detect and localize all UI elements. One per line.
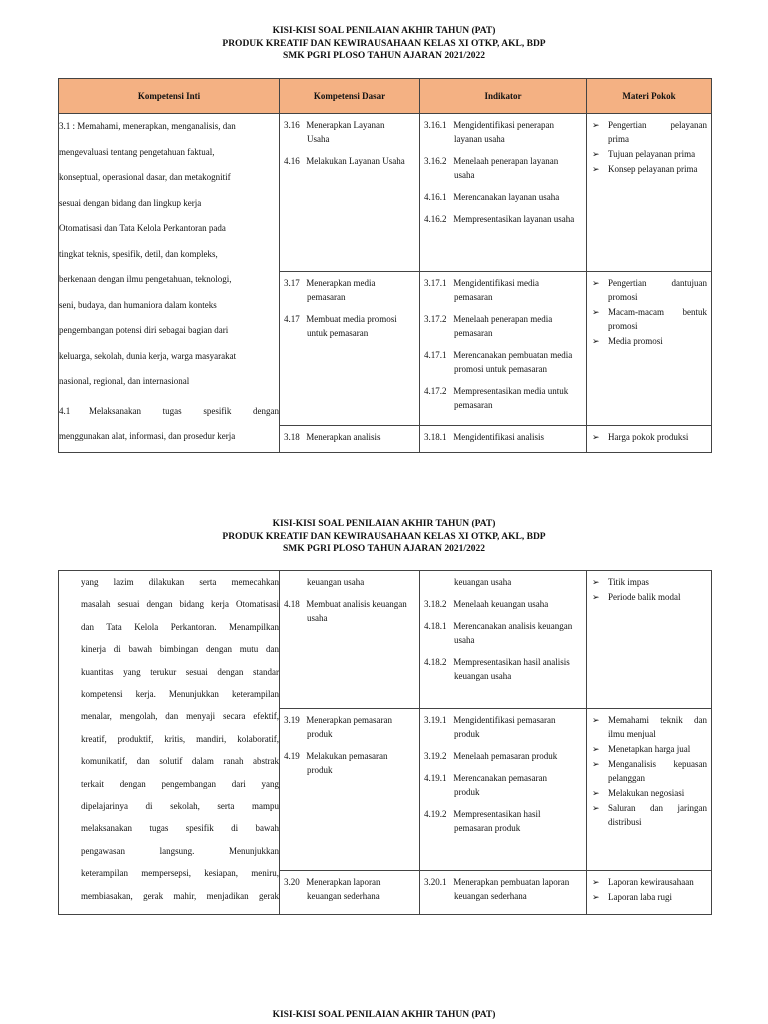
indikator-code: 4.18.2	[424, 657, 447, 667]
kd-code: 4.17	[284, 314, 300, 324]
kd-list	[280, 593, 419, 625]
ki-line: berkenaan dengan ilmu pengetahuan, teknologi,	[59, 274, 232, 284]
kd-continuation: produk	[307, 729, 333, 739]
indikator-text: Mempresentasikan hasil	[453, 809, 541, 819]
kd-line	[284, 312, 415, 326]
indikator-code: 4.17.1	[424, 350, 447, 360]
materi-pokok-list	[587, 426, 711, 444]
indikator-continuation: layanan usaha	[454, 134, 505, 144]
indikator-item	[424, 807, 582, 835]
materi-pokok-item	[591, 713, 707, 741]
indikator-text: Mengidentifikasi media	[453, 278, 539, 288]
ki-number: 4.1	[59, 405, 71, 416]
title-line-2: PRODUK KREATIF DAN KEWIRAUSAHAAN KELAS XI OTKP, AKL, BDP	[222, 38, 546, 49]
title-line-1: KISI-KISI SOAL PENILAIAN AKHIR TAHUN (PAT)	[272, 1010, 496, 1020]
materi-pokok-cell	[587, 871, 712, 915]
kd-line	[284, 597, 415, 611]
kd-continuation: Usaha	[307, 134, 330, 144]
materi-pokok-item	[591, 575, 707, 589]
materi-pokok-item	[591, 305, 707, 333]
indikator-continuation: keuangan usaha	[454, 577, 512, 587]
materi-pokok-item	[591, 786, 707, 800]
ki-line: mengevaluasi tentang pengetahuan faktual,	[59, 146, 215, 157]
indikator-text: Merencanakan layanan usaha	[453, 192, 560, 202]
ki-line: 3.1 : Memahami, menerapkan, menganalisis, dan	[59, 121, 236, 131]
indikator-item	[424, 430, 582, 444]
materi-pokok-item	[591, 801, 707, 829]
indikator-line	[424, 384, 582, 398]
kd-line	[284, 430, 415, 444]
materi-pokok-text: Laporan laba rugi	[608, 892, 672, 902]
indikator-list	[420, 272, 586, 412]
kompetensi-dasar-cell	[280, 571, 420, 709]
indikator-continuation: promosi untuk pemasaran	[454, 364, 547, 374]
arrow-bullet-icon: ➢	[592, 592, 600, 602]
kd-continuation: pemasaran	[307, 292, 346, 302]
indikator-item	[424, 749, 582, 763]
page-title-3	[0, 1009, 768, 1022]
indikator-code: 4.19.2	[424, 809, 447, 819]
ki-4-1	[59, 399, 279, 425]
indikator-item	[424, 771, 582, 799]
ki-line: komunikatif, dan solutif dalam ranah abstrak	[81, 756, 279, 767]
materi-pokok-item	[591, 118, 707, 146]
ki-line: yang lazim dilakukan serta memecahkan	[81, 577, 279, 587]
materi-pokok-text: Menetapkan harga jual	[608, 744, 691, 754]
kd-item	[284, 154, 415, 168]
kompetensi-dasar-cell	[280, 272, 420, 426]
arrow-bullet-icon: ➢	[592, 164, 600, 174]
kd-continuation: keuangan usaha	[307, 577, 365, 587]
indikator-text: Menelaah keuangan usaha	[453, 599, 549, 609]
materi-pokok-list	[587, 871, 711, 904]
ki-line: keterampilan mempersepsi, kesiapan, meniru,	[81, 868, 279, 879]
col-header-indikator: Indikator	[420, 79, 587, 114]
indikator-item	[424, 875, 582, 903]
indikator-line	[424, 619, 582, 633]
indikator-item	[424, 597, 582, 611]
kd-list	[280, 426, 419, 444]
kd-text: Membuat analisis keuangan	[306, 599, 407, 609]
kd-code: 4.19	[284, 751, 300, 761]
ki-line: Melaksanakan tugas spesifik dengan	[89, 405, 279, 416]
indikator-text: Menelaah penerapan media	[453, 314, 553, 324]
kd-item	[284, 276, 415, 304]
indikator-line	[424, 807, 582, 821]
kd-list	[280, 709, 419, 777]
indikator-list	[420, 593, 586, 683]
table-header-row	[59, 79, 712, 114]
indikator-continuation: pemasaran produk	[454, 823, 521, 833]
ki-line: terkait dengan pengembangan dari yang	[81, 778, 279, 789]
arrow-bullet-icon: ➢	[592, 577, 600, 587]
kompetensi-inti-text	[81, 571, 279, 907]
materi-pokok-text: Saluran dan jaringan distribusi	[608, 803, 707, 827]
ki-line: Otomatisasi dan Tata Kelola Perkantoran pada	[59, 223, 226, 233]
indikator-line	[424, 190, 582, 204]
indikator-line	[424, 875, 582, 889]
materi-pokok-list	[587, 114, 711, 176]
kd-line	[284, 154, 415, 168]
kd-item	[284, 118, 415, 146]
kd-text: Melakukan pemasaran	[306, 751, 388, 761]
indikator-code: 3.18.1	[424, 432, 447, 442]
ki-line: kinerja di bawah bimbingan dengan mutu dan	[81, 644, 279, 655]
materi-pokok-item	[591, 875, 707, 889]
materi-pokok-item	[591, 162, 707, 176]
indikator-list	[420, 114, 586, 226]
kd-item	[284, 430, 415, 444]
materi-pokok-text: Melakukan negosiasi	[608, 788, 685, 798]
indikator-item	[424, 118, 582, 146]
indikator-cell	[420, 272, 587, 426]
indikator-item	[424, 655, 582, 683]
indikator-line	[424, 212, 582, 226]
kd-text: Melakukan Layanan Usaha	[306, 156, 405, 166]
arrow-bullet-icon: ➢	[592, 149, 600, 159]
ki-line: seni, budaya, dan humaniora dalam konteks	[59, 299, 217, 310]
indikator-list	[420, 426, 586, 444]
kd-line	[284, 118, 415, 132]
kd-continuation: keuangan sederhana	[307, 891, 380, 901]
indikator-text: Menelaah penerapan layanan	[453, 156, 559, 166]
ki-line: sesuai dengan bidang dan lingkup kerja	[59, 197, 202, 208]
indikator-text: Mempresentasikan layanan usaha	[453, 214, 575, 224]
kd-text: Membuat media promosi	[306, 314, 397, 324]
kd-line	[284, 749, 415, 763]
title-line-3: SMK PGRI PLOSO TAHUN AJARAN 2021/2022	[282, 51, 486, 61]
indikator-continuation: usaha	[454, 170, 475, 180]
indikator-code: 3.16.1	[424, 120, 447, 130]
materi-pokok-item	[591, 590, 707, 604]
materi-pokok-list	[587, 571, 711, 604]
indikator-item	[424, 312, 582, 340]
ki-line: pengembangan potensi diri sebagai bagian dari	[59, 325, 229, 335]
indikator-text: Menerapkan pembuatan laporan	[453, 877, 570, 887]
indikator-cell	[420, 571, 587, 709]
indikator-cell	[420, 426, 587, 453]
indikator-code: 3.19.2	[424, 751, 447, 761]
materi-pokok-cell	[587, 114, 712, 272]
materi-pokok-item	[591, 890, 707, 904]
materi-pokok-text: Konsep pelayanan prima	[608, 164, 698, 174]
arrow-bullet-icon: ➢	[592, 278, 600, 288]
kd-list	[280, 272, 419, 340]
arrow-bullet-icon: ➢	[592, 892, 600, 902]
kompetensi-dasar-cell	[280, 871, 420, 915]
indikator-item	[424, 212, 582, 226]
page-title-2	[0, 518, 768, 556]
indikator-text: Mengidentifikasi penerapan	[453, 120, 554, 130]
kd-item	[284, 749, 415, 777]
arrow-bullet-icon: ➢	[592, 307, 600, 317]
indikator-continuation: produk	[454, 729, 480, 739]
indikator-cell	[420, 871, 587, 915]
ki-line: dan Tata Kelola Perkantoran. Menampilkan	[81, 621, 279, 632]
indikator-line	[424, 348, 582, 362]
indikator-code: 3.19.1	[424, 715, 447, 725]
kd-continuation: usaha	[307, 613, 328, 623]
materi-pokok-cell	[587, 709, 712, 871]
arrow-bullet-icon: ➢	[592, 715, 600, 725]
indikator-continuation: produk	[454, 787, 480, 797]
ki-line: membiasakan, gerak mahir, menjadikan gerak	[81, 890, 279, 901]
arrow-bullet-icon: ➢	[592, 336, 600, 346]
kd-item	[284, 597, 415, 625]
kd-line	[284, 713, 415, 727]
arrow-bullet-icon: ➢	[592, 759, 600, 769]
materi-pokok-item	[591, 742, 707, 756]
indikator-item	[424, 276, 582, 304]
ki-line: keluarga, sekolah, dunia kerja, warga masyarakat	[59, 350, 237, 361]
title-line-2: PRODUK KREATIF DAN KEWIRAUSAHAAN KELAS XI OTKP, AKL, BDP	[222, 531, 546, 542]
materi-pokok-text: Laporan kewirausahaan	[608, 877, 694, 887]
indikator-continuation: pemasaran	[454, 292, 493, 302]
kd-text: Menerapkan laporan	[306, 877, 381, 887]
indikator-line	[424, 771, 582, 785]
kd-code: 4.16	[284, 156, 300, 166]
indikator-line	[424, 276, 582, 290]
kd-code: 4.18	[284, 599, 300, 609]
ki-line: nasional, regional, dan internasional	[59, 376, 190, 386]
indikator-list	[420, 709, 586, 835]
ki-line: tingkat teknis, spesifik, detil, dan kompleks,	[59, 248, 218, 259]
indikator-line	[424, 749, 582, 763]
indikator-code: 4.19.1	[424, 773, 447, 783]
kd-continuation: produk	[307, 765, 333, 775]
arrow-bullet-icon: ➢	[592, 877, 600, 887]
kd-code: 3.18	[284, 432, 300, 442]
indikator-text: Merencanakan pemasaran	[453, 773, 547, 783]
indikator-continuation: keuangan usaha	[454, 671, 512, 681]
materi-pokok-item	[591, 757, 707, 785]
indikator-text: Mempresentasikan hasil analisis	[453, 657, 570, 667]
materi-pokok-item	[591, 430, 707, 444]
materi-pokok-text: Menganalisis kepuasan pelanggan	[608, 759, 707, 783]
arrow-bullet-icon: ➢	[592, 432, 600, 442]
kompetensi-dasar-cell	[280, 426, 420, 453]
kompetensi-inti-cell	[59, 571, 280, 915]
page-title-1	[0, 25, 768, 63]
kd-code: 3.19	[284, 715, 300, 725]
indikator-text: Mengidentifikasi pemasaran	[453, 715, 556, 725]
materi-pokok-item	[591, 147, 707, 161]
ki-line: kreatif, produktif, kritis, mandiri, kolaboratif,	[81, 733, 279, 744]
indikator-line	[424, 118, 582, 132]
materi-pokok-cell	[587, 426, 712, 453]
indikator-line	[424, 597, 582, 611]
ki-line: konseptual, operasional dasar, dan metakognitif	[59, 172, 231, 182]
kd-item	[284, 875, 415, 903]
kompetensi-inti-cell	[59, 114, 280, 453]
indikator-code: 3.20.1	[424, 877, 447, 887]
arrow-bullet-icon: ➢	[592, 120, 600, 130]
materi-pokok-text: Tujuan pelayanan prima	[608, 149, 696, 159]
kd-text: Menerapkan pemasaran	[306, 715, 392, 725]
ki-line: melaksanakan tugas spesifik di bawah	[81, 823, 279, 834]
materi-pokok-cell	[587, 272, 712, 426]
ki-line: kuantitas yang terukur sesuai dengan standar	[81, 666, 279, 677]
title-line-3: SMK PGRI PLOSO TAHUN AJARAN 2021/2022	[282, 544, 486, 554]
indikator-code: 3.18.2	[424, 599, 447, 609]
kompetensi-inti-text	[59, 114, 279, 450]
indikator-item	[424, 713, 582, 741]
materi-pokok-text: Macam-macam bentuk promosi	[608, 307, 707, 331]
col-header-materi: Materi Pokok	[587, 79, 712, 114]
indikator-text: Mengidentifikasi analisis	[453, 432, 544, 442]
kd-text: Menerapkan Layanan	[306, 120, 385, 130]
indikator-continuation: pemasaran	[454, 400, 493, 410]
indikator-cell	[420, 709, 587, 871]
ki-line: menggunakan alat, informasi, dan prosedur kerja	[59, 431, 236, 441]
indikator-line	[424, 430, 582, 444]
materi-pokok-list	[587, 709, 711, 829]
indikator-line	[424, 312, 582, 326]
indikator-code: 4.18.1	[424, 621, 447, 631]
indikator-item	[424, 348, 582, 376]
indikator-text: Merencanakan pembuatan media	[453, 350, 573, 360]
materi-pokok-text: Titik impas	[608, 577, 649, 587]
kd-line	[284, 276, 415, 290]
indikator-line	[424, 154, 582, 168]
title-line-1: KISI-KISI SOAL PENILAIAN AKHIR TAHUN (PAT)	[272, 519, 496, 529]
arrow-bullet-icon: ➢	[592, 788, 600, 798]
indikator-continuation: keuangan sederhana	[454, 891, 527, 901]
kd-item	[284, 312, 415, 340]
materi-pokok-cell	[587, 571, 712, 709]
indikator-code: 3.17.1	[424, 278, 447, 288]
indikator-code: 3.16.2	[424, 156, 447, 166]
kd-code: 3.16	[284, 120, 300, 130]
indikator-item	[424, 619, 582, 647]
materi-pokok-text: Periode balik modal	[608, 592, 681, 602]
indikator-item	[424, 190, 582, 204]
indikator-continuation: pemasaran	[454, 328, 493, 338]
materi-pokok-list	[587, 272, 711, 348]
kd-code: 3.17	[284, 278, 300, 288]
kisi-table-1	[58, 78, 712, 453]
col-header-ki: Kompetensi Inti	[59, 79, 280, 114]
materi-pokok-item	[591, 276, 707, 304]
kd-continuation: untuk pemasaran	[307, 328, 369, 338]
kompetensi-dasar-cell	[280, 114, 420, 272]
kd-text: Menerapkan analisis	[306, 432, 381, 442]
kd-text: Menerapkan media	[306, 278, 376, 288]
ki-line: menalar, mengolah, dan menyaji secara efektif,	[81, 711, 279, 722]
indikator-code: 4.17.2	[424, 386, 447, 396]
indikator-line	[424, 655, 582, 669]
title-line-1: KISI-KISI SOAL PENILAIAN AKHIR TAHUN (PAT)	[272, 26, 496, 36]
materi-pokok-text: Pengertian dantujuan promosi	[608, 278, 707, 302]
indikator-text: Menelaah pemasaran produk	[453, 751, 558, 761]
ki-line: masalah sesuai dengan bidang kerja Otomatisasi	[81, 599, 279, 610]
kd-line	[284, 875, 415, 889]
table-row	[59, 571, 712, 709]
kisi-table-2	[58, 570, 712, 915]
materi-pokok-text: Memahami teknik dan ilmu menjual	[608, 715, 707, 739]
indikator-code: 4.16.2	[424, 214, 447, 224]
col-header-kd: Kompetensi Dasar	[280, 79, 420, 114]
indikator-continuation: usaha	[454, 635, 475, 645]
materi-pokok-text: Pengertian pelayanan prima	[608, 120, 707, 144]
indikator-line	[424, 713, 582, 727]
kd-item	[284, 713, 415, 741]
ki-line: dipelajarinya di sekolah, serta mampu	[81, 801, 279, 812]
indikator-text: Mempresentasikan media untuk	[453, 386, 569, 396]
ki-line: pengawasan langsung. Menunjukkan	[81, 845, 279, 856]
indikator-code: 4.16.1	[424, 192, 447, 202]
materi-pokok-text: Harga pokok produksi	[608, 432, 689, 442]
kd-list	[280, 871, 419, 903]
indikator-list	[420, 871, 586, 903]
indikator-item	[424, 154, 582, 182]
kd-code: 3.20	[284, 877, 300, 887]
kd-list	[280, 114, 419, 168]
arrow-bullet-icon: ➢	[592, 744, 600, 754]
table-row	[59, 114, 712, 272]
arrow-bullet-icon: ➢	[592, 803, 600, 813]
materi-pokok-text: Media promosi	[608, 336, 663, 346]
indikator-item	[424, 384, 582, 412]
indikator-code: 3.17.2	[424, 314, 447, 324]
indikator-text: Merencanakan analisis keuangan	[453, 621, 573, 631]
ki-line: kompetensi kerja. Menunjukkan keterampilan	[81, 689, 279, 700]
materi-pokok-item	[591, 334, 707, 348]
indikator-cell	[420, 114, 587, 272]
kompetensi-dasar-cell	[280, 709, 420, 871]
